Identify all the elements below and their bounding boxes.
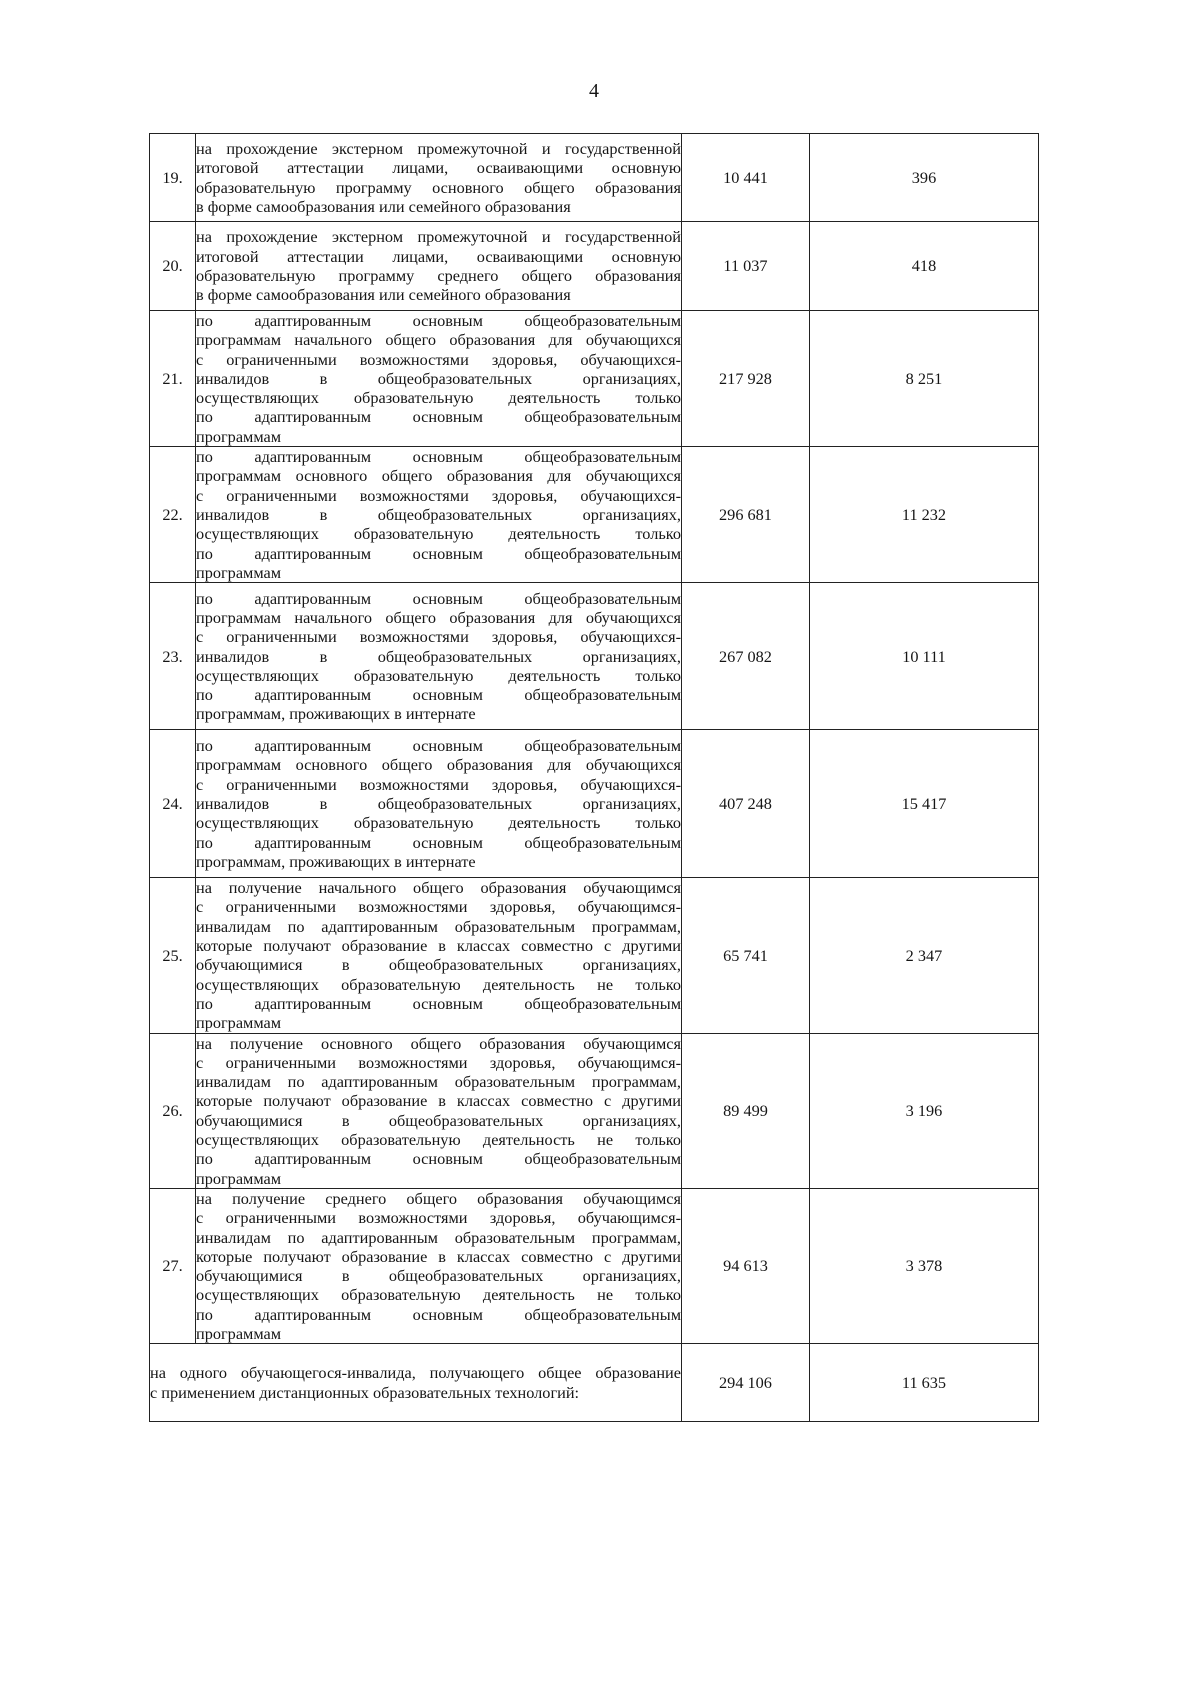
description-line: которые получают образование в классах совместно с другими bbox=[196, 936, 681, 956]
description-line: на получение основного общего образования обучающимся bbox=[196, 1033, 681, 1053]
table-row bbox=[150, 730, 1039, 878]
description-line: программам bbox=[196, 562, 282, 582]
description-line: с ограниченными возможностями здоровья, обучающимся- bbox=[196, 1208, 681, 1228]
amount-2-cell: 3 378 bbox=[810, 1188, 1039, 1343]
description-line: обучающимися в общеобразовательных организациях, bbox=[196, 955, 681, 975]
description-line: по адаптированным основным общеобразовательным bbox=[196, 588, 681, 608]
page-number: 4 bbox=[589, 80, 599, 102]
table-row bbox=[150, 447, 1039, 583]
amount-2-cell: 396 bbox=[810, 134, 1039, 222]
description-line: программам bbox=[196, 1168, 282, 1188]
row-description bbox=[196, 1188, 682, 1343]
amount-2-cell: 11 232 bbox=[810, 447, 1039, 583]
description-line: с ограниченными возможностями здоровья, обучающимся- bbox=[196, 897, 681, 917]
description-line: по адаптированным основным общеобразовательным bbox=[196, 1304, 681, 1324]
description-line: программам начального общего образования для обучающихся bbox=[196, 607, 681, 627]
description-line: программам bbox=[196, 1323, 282, 1343]
description-line: программам основного общего образования для обучающихся bbox=[196, 466, 681, 486]
description-line: в форме самообразования или семейного образования bbox=[196, 285, 571, 305]
description-line: которые получают образование в классах совместно с другими bbox=[196, 1246, 681, 1266]
row-number: 26. bbox=[150, 1033, 196, 1188]
description-line: образовательную программу основного общего образования bbox=[196, 177, 681, 197]
row-description bbox=[196, 583, 682, 730]
table-row bbox=[150, 134, 1039, 222]
summary-description bbox=[150, 1344, 682, 1422]
description-line: по адаптированным основным общеобразовательным bbox=[196, 993, 681, 1013]
amount-1-cell: 65 741 bbox=[682, 878, 810, 1033]
table-row bbox=[150, 583, 1039, 730]
amount-1-cell: 10 441 bbox=[682, 134, 810, 222]
row-description bbox=[196, 134, 682, 222]
amount-1-cell: 217 928 bbox=[682, 311, 810, 447]
description-line: на получение начального общего образования обучающимся bbox=[196, 878, 681, 898]
row-number: 20. bbox=[150, 222, 196, 311]
description-line: осуществляющих образовательную деятельность только bbox=[196, 388, 681, 408]
amount-2-cell: 3 196 bbox=[810, 1033, 1039, 1188]
amount-2-cell: 10 111 bbox=[810, 583, 1039, 730]
description-line: которые получают образование в классах совместно с другими bbox=[196, 1091, 681, 1111]
amount-2-cell: 418 bbox=[810, 222, 1039, 311]
summary-amount-1-cell: 294 106 bbox=[682, 1344, 810, 1422]
row-number: 24. bbox=[150, 730, 196, 878]
summary-amount-2-cell: 11 635 bbox=[810, 1344, 1039, 1422]
description-line: программам bbox=[196, 426, 282, 446]
table-row bbox=[150, 222, 1039, 311]
description-line: по адаптированным основным общеобразовательным bbox=[196, 311, 681, 330]
description-line: инвалидов в общеобразовательных организациях, bbox=[196, 794, 681, 813]
amount-1-cell: 11 037 bbox=[682, 222, 810, 311]
summary-line: на одного обучающегося-инвалида, получающего общее образование bbox=[150, 1363, 681, 1383]
description-line: осуществляющих образовательную деятельность не только bbox=[196, 1285, 681, 1305]
amount-1-cell: 296 681 bbox=[682, 447, 810, 583]
description-line: осуществляющих образовательную деятельность только bbox=[196, 524, 681, 544]
row-description bbox=[196, 730, 682, 878]
row-description bbox=[196, 222, 682, 311]
description-line: осуществляющих образовательную деятельность не только bbox=[196, 1130, 681, 1150]
row-number: 22. bbox=[150, 447, 196, 583]
description-line: осуществляющих образовательную деятельность не только bbox=[196, 974, 681, 994]
row-number: 25. bbox=[150, 878, 196, 1033]
description-line: инвалидов в общеобразовательных организациях, bbox=[196, 368, 681, 388]
description-line: по адаптированным основным общеобразовательным bbox=[196, 832, 681, 852]
description-line: образовательную программу среднего общего образования bbox=[196, 266, 681, 285]
description-line: программам, проживающих в интернате bbox=[196, 851, 476, 871]
description-line: с ограниченными возможностями здоровья, обучающихся- bbox=[196, 774, 681, 794]
description-line: осуществляющих образовательную деятельность только bbox=[196, 665, 681, 685]
amount-1-cell: 89 499 bbox=[682, 1033, 810, 1188]
description-line: с ограниченными возможностями здоровья, обучающихся- bbox=[196, 485, 681, 505]
amount-1-cell: 267 082 bbox=[682, 583, 810, 730]
description-line: обучающимися в общеобразовательных организациях, bbox=[196, 1110, 681, 1130]
description-line: по адаптированным основным общеобразовательным bbox=[196, 685, 681, 705]
description-line: программам основного общего образования для обучающихся bbox=[196, 755, 681, 775]
table-row bbox=[150, 878, 1039, 1033]
description-line: с ограниченными возможностями здоровья, обучающихся- bbox=[196, 627, 681, 647]
description-line: программам, проживающих в интернате bbox=[196, 704, 476, 724]
row-number: 23. bbox=[150, 583, 196, 730]
description-line: программам начального общего образования для обучающихся bbox=[196, 330, 681, 350]
row-number: 19. bbox=[150, 134, 196, 222]
description-line: инвалидам по адаптированным образовательным программам, bbox=[196, 916, 681, 936]
row-description bbox=[196, 311, 682, 447]
description-line: обучающимися в общеобразовательных организациях, bbox=[196, 1266, 681, 1286]
description-line: по адаптированным основным общеобразовательным bbox=[196, 407, 681, 427]
description-line: на получение среднего общего образования обучающимся bbox=[196, 1188, 681, 1208]
amount-2-cell: 15 417 bbox=[810, 730, 1039, 878]
description-line: с ограниченными возможностями здоровья, обучающимся- bbox=[196, 1052, 681, 1072]
table-row bbox=[150, 311, 1039, 447]
description-line: инвалидов в общеобразовательных организациях, bbox=[196, 646, 681, 666]
description-line: в форме самообразования или семейного образования bbox=[196, 196, 571, 216]
table-row bbox=[150, 1033, 1039, 1188]
description-line: по адаптированным основным общеобразовательным bbox=[196, 1149, 681, 1169]
row-number: 27. bbox=[150, 1188, 196, 1343]
description-line: по адаптированным основным общеобразовательным bbox=[196, 736, 681, 756]
amount-2-cell: 2 347 bbox=[810, 878, 1039, 1033]
amount-1-cell: 407 248 bbox=[682, 730, 810, 878]
row-description bbox=[196, 878, 682, 1033]
description-line: итоговой аттестации лицами, осваивающими основную bbox=[196, 246, 681, 266]
data-table bbox=[149, 133, 1039, 1422]
amount-2-cell: 8 251 bbox=[810, 311, 1039, 447]
row-description bbox=[196, 447, 682, 583]
description-line: на прохождение экстерном промежуточной и государственной bbox=[196, 227, 681, 247]
summary-line: с применением дистанционных образовательных технологий: bbox=[150, 1382, 580, 1402]
description-line: итоговой аттестации лицами, осваивающими основную bbox=[196, 158, 681, 178]
description-line: инвалидов в общеобразовательных организациях, bbox=[196, 504, 681, 524]
table-row bbox=[150, 1188, 1039, 1343]
description-line: по адаптированным основным общеобразовательным bbox=[196, 447, 681, 467]
row-number: 21. bbox=[150, 311, 196, 447]
description-line: инвалидам по адаптированным образовательным программам, bbox=[196, 1227, 681, 1247]
description-line: инвалидам по адаптированным образовательным программам, bbox=[196, 1072, 681, 1092]
description-line: программам bbox=[196, 1013, 282, 1033]
row-description bbox=[196, 1033, 682, 1188]
description-line: по адаптированным основным общеобразовательным bbox=[196, 543, 681, 563]
description-line: осуществляющих образовательную деятельность только bbox=[196, 813, 681, 833]
summary-row bbox=[150, 1344, 1039, 1422]
description-line: с ограниченными возможностями здоровья, обучающихся- bbox=[196, 349, 681, 369]
amount-1-cell: 94 613 bbox=[682, 1188, 810, 1343]
description-line: на прохождение экстерном промежуточной и государственной bbox=[196, 138, 681, 158]
